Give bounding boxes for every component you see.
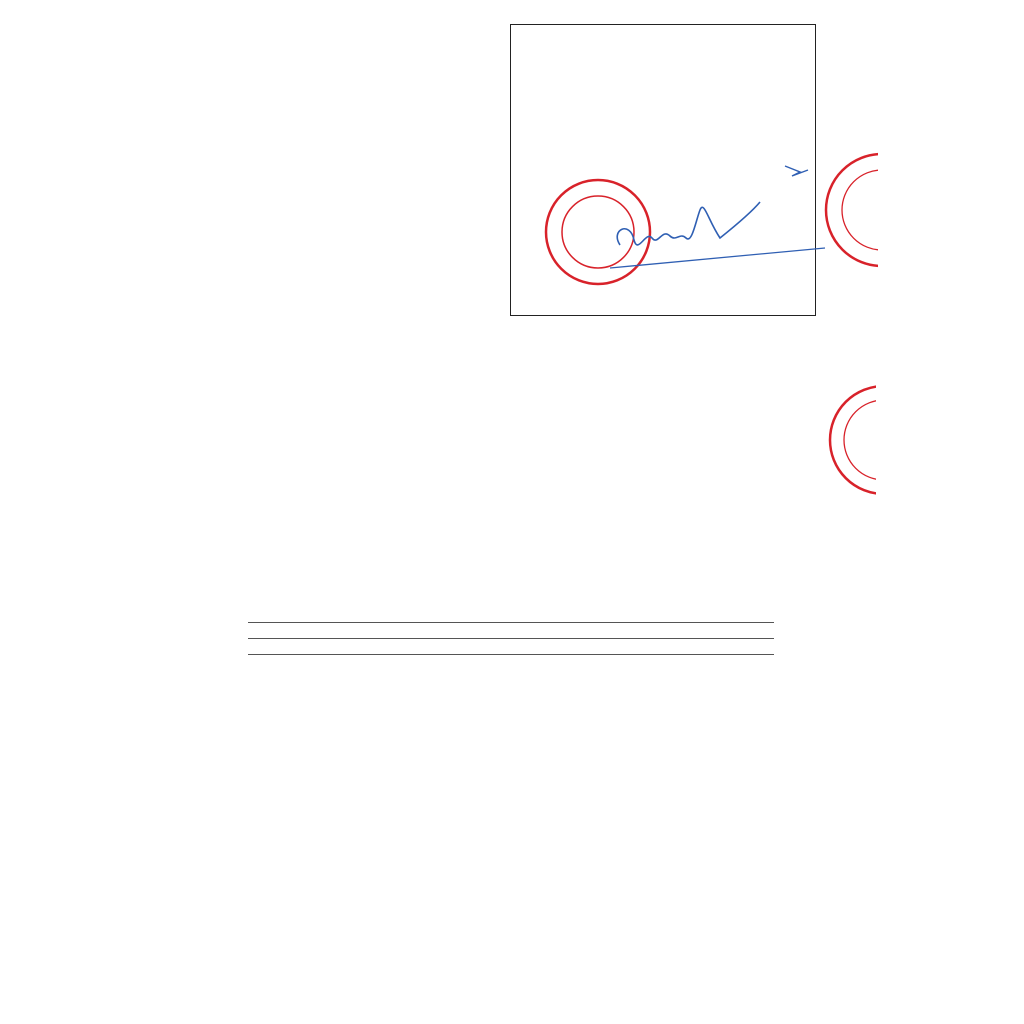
side-seal-bottom-icon <box>826 378 876 502</box>
side-seal-top-icon <box>822 140 878 280</box>
variants-line-1 <box>248 622 774 623</box>
variants-line-3 <box>248 654 774 655</box>
variants-line-2 <box>248 638 774 639</box>
tick-instruction <box>254 366 268 382</box>
signature-icon <box>600 150 830 280</box>
